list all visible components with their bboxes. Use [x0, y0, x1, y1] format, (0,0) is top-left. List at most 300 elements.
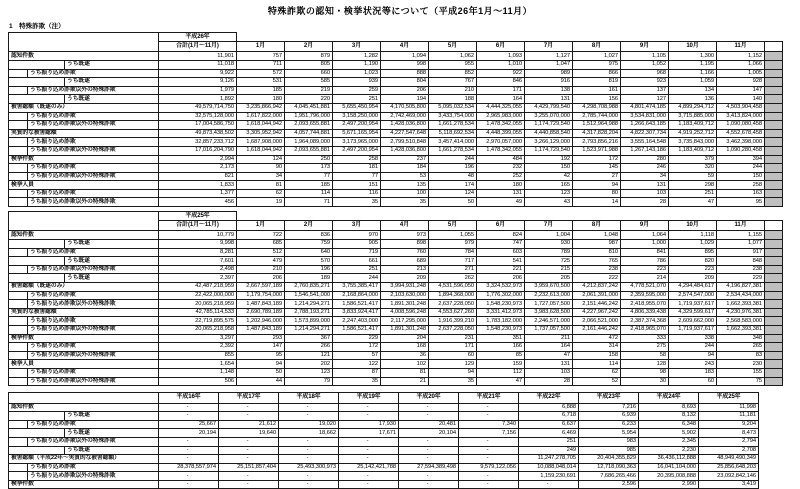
value-cell: 52	[573, 377, 621, 386]
total-header-cell: 合計(1月～11月)	[159, 221, 237, 231]
value-cell: 34	[237, 172, 285, 181]
table-row	[9, 317, 783, 326]
year-column-header: 平成25年	[699, 393, 759, 403]
header-row	[9, 212, 783, 221]
row-label-cell	[9, 351, 159, 360]
value-cell: 1,052	[621, 60, 669, 69]
value-cell: 2,246,571,000	[525, 317, 573, 326]
value-cell: 1,174,729,540	[525, 146, 573, 155]
value-cell: 821	[159, 172, 237, 181]
row-label: 検挙人員	[11, 181, 34, 188]
value-cell: 985	[579, 446, 639, 455]
value-cell: 6,348	[639, 420, 699, 429]
year-column-header: 平成21年	[459, 393, 519, 403]
value-cell: 2,173	[159, 164, 237, 173]
value-cell: 2,232,613,000	[525, 291, 573, 300]
stub-cell	[765, 351, 783, 360]
value-cell: 19,020	[279, 420, 339, 429]
row-label: うち既遂	[64, 78, 158, 86]
value-cell: 1,618,044,942	[237, 146, 285, 155]
value-cell: 2,117,295,000	[381, 317, 429, 326]
value-cell: 251	[669, 189, 717, 198]
table-row	[9, 189, 783, 198]
value-cell: 196	[429, 164, 477, 173]
row-label: うち既遂	[64, 95, 158, 103]
value-cell: 6,233	[579, 420, 639, 429]
value-cell: 163	[717, 189, 765, 198]
row-label: うち振り込め詐欺	[27, 249, 158, 257]
value-cell: 47	[669, 198, 717, 207]
value-cell: 258	[717, 181, 765, 190]
month-header-cell: 5月	[429, 42, 477, 52]
value-cell: 689	[381, 257, 429, 266]
value-cell: 1,195	[669, 60, 717, 69]
value-cell: 4,298,708,988	[573, 103, 621, 112]
value-cell: 7,156	[459, 429, 519, 438]
value-cell: 265	[717, 343, 765, 352]
value-cell: 2,785,744,000	[573, 112, 621, 121]
row-label: 被害総額（既遂のみ）	[11, 104, 68, 111]
table-annual-history	[8, 392, 759, 489]
value-cell: 183	[669, 368, 717, 377]
value-cell: 711	[237, 60, 285, 69]
table-row	[9, 112, 783, 121]
value-cell: -	[339, 412, 399, 421]
value-cell: -	[459, 446, 519, 455]
value-cell: -	[339, 437, 399, 446]
stub-cell	[765, 248, 783, 257]
value-cell: 3,959,670,500	[525, 283, 573, 292]
value-cell: -	[219, 403, 279, 412]
value-cell: 1,523,971,988	[573, 146, 621, 155]
value-cell: 1,166	[669, 69, 717, 78]
value-cell: 188	[429, 95, 477, 104]
value-cell: 18,662	[279, 429, 339, 438]
value-cell: 2,418,965,070	[621, 326, 669, 335]
value-cell: 2,061,391,000	[573, 291, 621, 300]
month-header-cell: 4月	[381, 221, 429, 231]
value-cell: 1,066	[717, 60, 765, 69]
stub-cell	[765, 181, 783, 190]
table-row	[9, 437, 759, 446]
row-label: 検挙人員	[11, 360, 34, 367]
value-cell: 59	[669, 172, 717, 181]
value-cell: -	[279, 403, 339, 412]
year-header-cell: 平成26年	[159, 33, 237, 42]
value-cell: 112	[477, 368, 525, 377]
value-cell: 211	[525, 334, 573, 343]
row-label: うち振り込め詐欺以外の特殊詐欺	[27, 198, 158, 206]
value-cell: 4,444,325,055	[477, 103, 525, 112]
value-cell: 21	[381, 377, 429, 386]
table-row	[9, 274, 783, 283]
value-cell: 2,359,595,000	[621, 291, 669, 300]
value-cell: 156	[573, 95, 621, 104]
value-cell: 23,092,842,146	[699, 472, 759, 481]
header-spacer	[237, 33, 783, 42]
value-cell: 150	[525, 164, 573, 173]
value-cell: 127	[621, 95, 669, 104]
value-cell: 9,579,122,056	[459, 463, 519, 472]
value-cell: 180	[477, 181, 525, 190]
value-cell: 5,118,692,534	[429, 129, 477, 138]
value-cell: 2,794	[699, 437, 759, 446]
stub-cell	[765, 146, 783, 155]
table-row	[9, 368, 783, 377]
corner-cell	[9, 393, 159, 403]
value-cell: 1,064	[621, 231, 669, 240]
value-cell: -	[279, 472, 339, 481]
row-label-cell	[9, 368, 159, 377]
value-cell: 1,183,409,712	[669, 146, 717, 155]
value-cell: 888	[381, 69, 429, 78]
value-cell: 214	[621, 274, 669, 283]
value-cell: -	[339, 455, 399, 464]
value-cell: 1,300	[669, 52, 717, 61]
value-cell: 2,970,057,000	[477, 138, 525, 147]
value-cell: 2,568,583,000	[717, 317, 765, 326]
value-cell: 298	[669, 181, 717, 190]
value-cell: 58	[621, 351, 669, 360]
value-cell: 1,428,036,800	[381, 146, 429, 155]
value-cell: 1,487,843,189	[237, 326, 285, 335]
value-cell: 512	[237, 248, 285, 257]
value-cell: 1,048	[573, 231, 621, 240]
value-cell: 572	[237, 69, 285, 78]
value-cell: 71	[285, 198, 333, 207]
value-cell: -	[339, 446, 399, 455]
row-label: 検挙件数	[11, 481, 34, 488]
value-cell: -	[459, 472, 519, 481]
value-cell: -	[399, 446, 459, 455]
value-cell: 1,090,280,458	[717, 146, 765, 155]
stub-cell	[765, 112, 783, 121]
table-row	[9, 69, 783, 78]
value-cell: 251	[519, 437, 579, 446]
value-cell: -	[219, 472, 279, 481]
value-cell: 205	[525, 274, 573, 283]
table-row	[9, 308, 783, 317]
value-cell: 1,891,301,248	[381, 326, 429, 335]
value-cell: 140	[717, 95, 765, 104]
value-cell: 128	[621, 360, 669, 369]
value-cell: 1,478,342,055	[477, 121, 525, 130]
value-cell: 136	[669, 95, 717, 104]
value-cell: 4,553,627,260	[429, 308, 477, 317]
value-cell: 9,922	[159, 69, 237, 78]
value-cell: 1,719,937,617	[669, 326, 717, 335]
stub-cell	[765, 300, 783, 309]
value-cell: 1,266,643,185	[621, 121, 669, 130]
value-cell: 923	[621, 78, 669, 87]
value-cell: 979	[429, 240, 477, 249]
value-cell: 585	[285, 78, 333, 87]
value-cell: 1,127	[525, 52, 573, 61]
value-cell: 166	[477, 343, 525, 352]
value-cell: 1,214,294,271	[285, 300, 333, 309]
stub-cell	[765, 52, 783, 61]
table-row	[9, 455, 759, 464]
value-cell: 333	[621, 334, 669, 343]
value-cell: 77	[333, 172, 381, 181]
value-cell: 4,294,484,617	[669, 283, 717, 292]
value-cell: -	[159, 480, 219, 489]
value-cell: 131	[525, 95, 573, 104]
row-label: うち振り込め詐欺	[27, 421, 158, 429]
value-cell: 80	[573, 189, 621, 198]
value-cell: 251	[333, 95, 381, 104]
value-cell: 1,118	[669, 231, 717, 240]
row-label: 認知件数	[11, 403, 34, 410]
value-cell: 249	[519, 446, 579, 455]
value-cell: 4,329,599,617	[669, 308, 717, 317]
value-cell: -	[279, 437, 339, 446]
stub-cell	[765, 95, 783, 104]
month-header-cell: 7月	[525, 221, 573, 231]
value-cell: 251	[333, 265, 381, 274]
value-cell: 786	[621, 257, 669, 266]
value-cell: 194	[381, 95, 429, 104]
header-row	[9, 33, 783, 42]
stub-cell	[765, 377, 783, 386]
value-cell: 221	[477, 265, 525, 274]
value-cell: 3,534,831,000	[621, 112, 669, 121]
value-cell: 1,661,278,534	[429, 121, 477, 130]
row-label-cell	[9, 112, 159, 121]
value-cell: 172	[573, 155, 621, 164]
value-cell: 1,892	[159, 95, 237, 104]
value-cell: 137	[621, 86, 669, 95]
value-cell: 852	[429, 69, 477, 78]
month-header-cell: 8月	[573, 221, 621, 231]
value-cell: 1,478,342,055	[477, 146, 525, 155]
value-cell: 3,419	[699, 480, 759, 489]
row-label: 実質的な被害総額	[11, 130, 57, 137]
table-row	[9, 300, 783, 309]
month-header-cell: 6月	[477, 221, 525, 231]
row-label: うち振り込め詐欺	[27, 113, 158, 121]
value-cell: 2,965,983,000	[477, 112, 525, 121]
value-cell: 1,059	[669, 78, 717, 87]
value-cell: 210	[429, 86, 477, 95]
row-label-cell	[9, 69, 159, 78]
value-cell: 62	[237, 189, 285, 198]
value-cell: -	[459, 403, 519, 412]
stub-cell	[765, 86, 783, 95]
value-cell: 3,331,412,973	[477, 308, 525, 317]
value-cell: 1,891,301,248	[381, 300, 429, 309]
value-cell: 3,462,398,000	[717, 138, 765, 147]
year-column-header: 平成19年	[339, 393, 399, 403]
value-cell: 6,469	[519, 429, 579, 438]
value-cell: 135	[381, 181, 429, 190]
value-cell: 8,473	[699, 429, 759, 438]
value-cell: 209	[381, 274, 429, 283]
month-header-cell: 4月	[381, 42, 429, 52]
year-header-cell: 平成25年	[159, 212, 237, 221]
value-cell: 4,919,252,712	[669, 129, 717, 138]
value-cell: 970	[333, 231, 381, 240]
row-label: 被害総額（平成22年～実質的な被害総額）	[11, 455, 120, 462]
value-cell: 841	[621, 248, 669, 257]
value-cell: 206	[477, 274, 525, 283]
value-cell: 2,397	[159, 274, 237, 283]
value-cell: -	[279, 455, 339, 464]
table-heisei26-monthly	[8, 32, 783, 207]
stub-cell	[765, 308, 783, 317]
stub-cell	[765, 155, 783, 164]
month-header-cell: 10月	[669, 221, 717, 231]
value-cell: 975	[573, 60, 621, 69]
value-cell: -	[399, 472, 459, 481]
value-cell: 7,340	[459, 420, 519, 429]
value-cell: 895	[669, 248, 717, 257]
value-cell: 930	[525, 240, 573, 249]
value-cell: 79	[285, 377, 333, 386]
month-header-cell: 8月	[573, 42, 621, 52]
value-cell: 94	[237, 360, 285, 369]
value-cell: 1,617,822,000	[237, 112, 285, 121]
row-label: うち振り込め詐欺以外の特殊詐欺	[27, 266, 158, 274]
month-header-cell: 10月	[669, 42, 717, 52]
row-label: うち振り込め詐欺以外の特殊詐欺	[27, 87, 158, 95]
value-cell: 2,760,835,271	[285, 283, 333, 292]
value-cell: 155	[717, 368, 765, 377]
row-label: うち振り込め詐欺以外の特殊詐欺	[27, 121, 158, 129]
value-cell: 1,916,399,210	[429, 317, 477, 326]
value-cell: 722	[237, 231, 285, 240]
value-cell: 32,575,128,000	[159, 112, 237, 121]
month-header-cell: 6月	[477, 42, 525, 52]
value-cell: 1,105	[621, 52, 669, 61]
value-cell: 3,158,250,000	[333, 112, 381, 121]
table-row	[9, 403, 759, 412]
stub-cell	[765, 257, 783, 266]
value-cell: 2,392	[159, 343, 237, 352]
value-cell: -	[339, 480, 399, 489]
value-cell: 36	[381, 351, 429, 360]
value-cell: 3,555,164,548	[621, 138, 669, 147]
stub-cell	[765, 78, 783, 87]
row-label: うち振り込め詐欺以外の特殊詐欺	[27, 352, 158, 360]
value-cell: 2,498	[159, 265, 237, 274]
value-cell: 4,317,828,204	[573, 129, 621, 138]
value-cell: 2,609,662,000	[669, 317, 717, 326]
corner-cell	[9, 33, 159, 52]
month-header-cell: 11月	[717, 221, 765, 231]
table-row	[9, 231, 783, 240]
row-label-cell	[9, 283, 159, 292]
value-cell: 3,983,628,500	[525, 308, 573, 317]
stub-cell	[765, 164, 783, 173]
value-cell: 20,395,008,888	[639, 472, 699, 481]
value-cell: 1,586,521,417	[333, 326, 381, 335]
value-cell: 603	[477, 248, 525, 257]
value-cell: 320	[669, 164, 717, 173]
value-cell: 2,690,789,189	[237, 308, 285, 317]
row-label-cell	[9, 155, 159, 164]
row-label: 実質的な被害総額	[11, 309, 57, 316]
value-cell: 114	[573, 360, 621, 369]
stub-cell	[765, 283, 783, 292]
value-cell: 81	[381, 368, 429, 377]
value-cell: 939	[333, 78, 381, 87]
value-cell: 1,979	[159, 86, 237, 95]
row-label-cell	[9, 274, 159, 283]
value-cell: 3,235,866,942	[237, 103, 285, 112]
total-header-cell: 合計(1月～11月)	[159, 42, 237, 52]
value-cell: 98	[621, 368, 669, 377]
value-cell: -	[399, 412, 459, 421]
value-cell: -	[399, 455, 459, 464]
value-cell: 2,345	[639, 437, 699, 446]
value-cell: 49,579,714,750	[159, 103, 237, 112]
row-label: うち振り込め詐欺	[27, 190, 158, 198]
value-cell: 250	[285, 155, 333, 164]
value-cell: 2,574,547,000	[669, 291, 717, 300]
row-label-cell	[9, 308, 159, 317]
row-label-cell	[9, 446, 159, 455]
row-label: 認知件数	[11, 52, 34, 59]
value-cell: 905	[333, 240, 381, 249]
table-row	[9, 283, 783, 292]
table-row	[9, 334, 783, 343]
table-heisei25-monthly	[8, 211, 783, 386]
value-cell: 4,899,294,712	[669, 103, 717, 112]
value-cell: 121	[285, 351, 333, 360]
row-label-cell	[9, 138, 159, 147]
value-cell: -	[399, 403, 459, 412]
value-cell: 27,594,389,498	[399, 463, 459, 472]
value-cell: 314	[573, 343, 621, 352]
value-cell: 1,202,946,000	[237, 317, 285, 326]
value-cell: 1,548,230,973	[477, 300, 525, 309]
month-header-cell: 5月	[429, 221, 477, 231]
value-cell: 20,404,355,829	[579, 455, 639, 464]
value-cell: 244	[717, 164, 765, 173]
row-label-cell	[9, 189, 159, 198]
value-cell: 1,719,937,617	[669, 300, 717, 309]
value-cell: 192	[525, 155, 573, 164]
value-cell: 168	[381, 343, 429, 352]
value-cell: 1,093	[477, 52, 525, 61]
stub-cell	[765, 121, 783, 130]
value-cell: 57	[333, 351, 381, 360]
value-cell: 238	[717, 265, 765, 274]
value-cell: 25,142,421,788	[339, 463, 399, 472]
value-cell: 3,255,070,000	[525, 112, 573, 121]
value-cell: 1,090,080,458	[717, 121, 765, 130]
row-label-cell	[9, 463, 159, 472]
row-label: うち振り込め詐欺	[27, 292, 158, 300]
row-label: うち振り込め詐欺	[27, 343, 158, 351]
row-label: うち振り込め詐欺	[27, 369, 158, 377]
value-cell: 123	[525, 189, 573, 198]
table-row	[9, 412, 759, 421]
value-cell: 804	[381, 78, 429, 87]
row-label: 検挙件数	[11, 155, 34, 162]
value-cell: 456	[159, 198, 237, 207]
value-cell: 2,742,469,000	[381, 112, 429, 121]
row-label-cell	[9, 480, 159, 489]
value-cell: 4,778,521,070	[621, 283, 669, 292]
row-label-cell	[9, 240, 159, 249]
value-cell: 4,806,339,438	[621, 308, 669, 317]
value-cell: 819	[573, 78, 621, 87]
value-cell: 30	[621, 377, 669, 386]
value-cell: 3,755,385,417	[333, 283, 381, 292]
value-cell: 747	[477, 240, 525, 249]
